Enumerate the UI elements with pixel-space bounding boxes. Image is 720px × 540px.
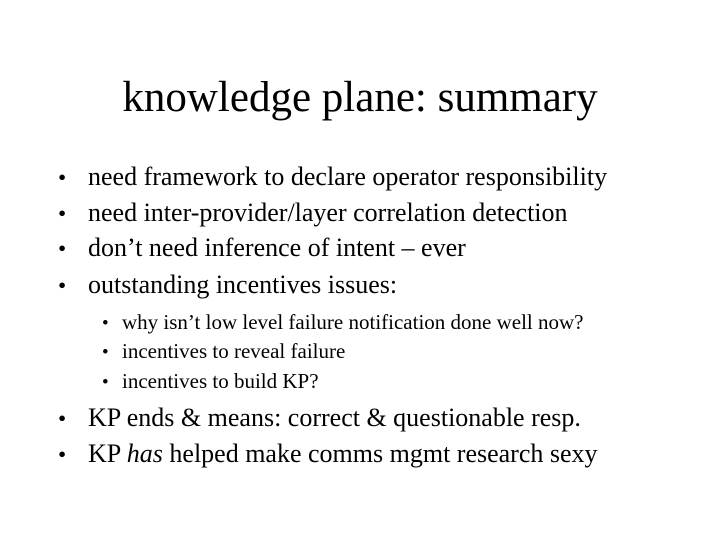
bullet-item: [58, 401, 581, 436]
emphasis-text: has: [126, 439, 163, 468]
bullet-text-prefix: KP: [88, 439, 127, 468]
bullet-icon: •: [58, 406, 67, 432]
bullet-text: don’t need inference of intent – ever: [88, 233, 466, 262]
bullet-icon: •: [58, 201, 67, 227]
sub-bullet-item: [102, 308, 584, 338]
bullet-text: need inter-provider/layer correlation detection: [88, 198, 568, 227]
bullet-text: need framework to declare operator responsibility: [88, 162, 608, 191]
bullet-text: outstanding incentives issues:: [88, 270, 398, 299]
bullet-text: [88, 437, 598, 471]
slide-title: knowledge plane: summary: [122, 74, 598, 121]
bullet-icon: •: [102, 372, 109, 393]
bullet-item: [58, 196, 568, 231]
bullet-icon: •: [58, 236, 67, 262]
bullet-item: [58, 437, 598, 472]
sub-bullet-item: [102, 337, 345, 367]
sub-bullet-text: incentives to reveal failure: [122, 339, 346, 363]
bullet-text-suffix: helped make comms mgmt research sexy: [162, 439, 598, 468]
bullet-text: KP ends & means: correct & questionable resp.: [88, 403, 581, 432]
bullet-icon: •: [58, 273, 67, 299]
sub-bullet-text: why isn’t low level failure notification done well now?: [122, 310, 584, 334]
bullet-icon: •: [58, 165, 67, 191]
bullet-item: [58, 231, 466, 266]
sub-bullet-item: [102, 367, 319, 397]
bullet-icon: •: [58, 442, 67, 468]
bullet-icon: •: [102, 342, 109, 363]
sub-bullet-text: incentives to build KP?: [122, 369, 319, 393]
bullet-item: [58, 160, 607, 195]
bullet-item: [58, 268, 397, 303]
bullet-icon: •: [102, 313, 109, 334]
